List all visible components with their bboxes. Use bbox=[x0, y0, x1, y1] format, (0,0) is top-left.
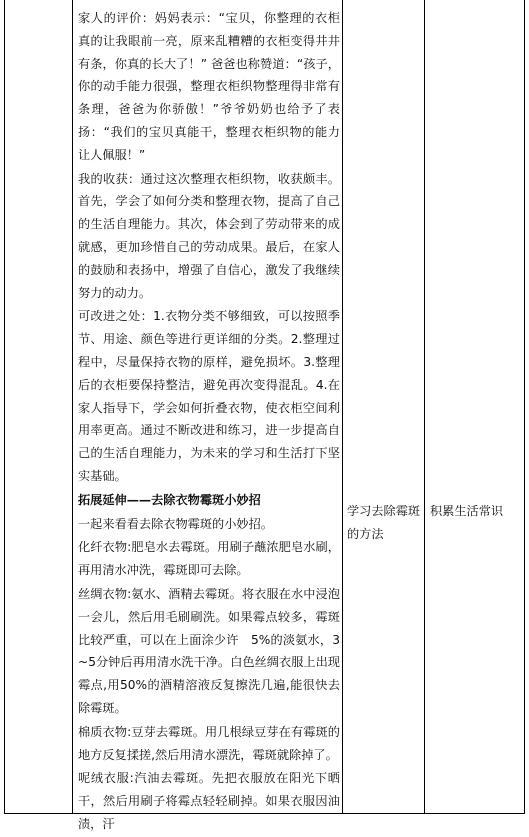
table-border-left bbox=[4, 0, 5, 814]
family-evaluation-paragraph: 家人的评价：妈妈表示：“宝贝，你整理的衣柜真的让我眼前一亮，原来乱糟糟的衣柜变得井井有条，你真的长大了！” 爸爸也称赞道：“孩子，你的动手能力很强，整理衣柜织物整理得非常有条理，爸爸为你骄傲！”爷爷奶奶也给予了表扬：“我们的宝贝真能干，整理衣柜织物的能力让人佩服！” bbox=[78, 11, 340, 162]
extension-heading: 拓展延伸——去除衣物霉斑小妙招 bbox=[78, 492, 261, 507]
table-divider-3 bbox=[424, 0, 425, 814]
improvements-paragraph: 可改进之处：1.衣物分类不够细致，可以按照季节、用途、颜色等进行更详细的分类。2.整理过程中，尽量保持衣物的原样，避免损坏。3.整理后的衣柜要保持整洁，避免再次变得混乱。4.在家人指导下，学会如何折叠衣物，使衣柜空间利用率更高。通过不断改进和练习，进一步提高自己的生活自理能力，为未来的学习和生活打下坚实基础。 bbox=[78, 309, 340, 483]
my-gains-paragraph: 我的收获：通过这次整理衣柜织物，收获颇丰。首先，学会了如何分类和整理衣物，提高了自己的生活自理能力。其次，体会到了劳动带来的成就感，更加珍惜自己的劳动成果。最后，在家人的鼓励和表扬中，增强了自信心，激发了我继续努力的动力。 bbox=[78, 171, 340, 300]
synthetic-fabric-paragraph: 化纤衣物:肥皂水去霉斑。用刷子蘸浓肥皂水刷，再用清水冲洗，霉斑即可去除。 bbox=[78, 540, 340, 578]
intro-paragraph: 一起来看看去除衣物霉斑的小妙招。 bbox=[78, 516, 273, 531]
activity-content-cell bbox=[78, 7, 340, 837]
table-border-right bbox=[524, 0, 525, 814]
knowledge-goal-cell: 积累生活常识 bbox=[430, 504, 504, 518]
wool-fabric-paragraph: 呢绒衣服:汽油去霉斑。先把衣服放在阳光下晒干，然后用刷子将霉点轻轻刷掉。如果衣服因油渍，汗 bbox=[78, 771, 340, 831]
table-divider-1 bbox=[72, 0, 73, 814]
cotton-fabric-paragraph: 棉质衣物:豆芽去霉斑。用几根绿豆芽在有霉斑的地方反复揉搓,然后用清水漂洗，霉斑就除掉了。 bbox=[78, 724, 340, 762]
table-divider-2 bbox=[342, 0, 343, 814]
silk-fabric-paragraph: 丝绸衣物:氨水、酒精去霉斑。将衣服在水中浸泡一会儿，然后用毛刷刷洗。如果霉点较多，霉斑比较严重，可以在上面涂少许 5%的淡氨水，3~5分钟后再用清水洗干净。白色丝绸衣服上出现霉点,用50%的酒精溶液反复擦洗几遍,能很快去除霉斑。 bbox=[78, 586, 340, 715]
learning-goal-cell: 学习去除霉斑的方法 bbox=[347, 504, 421, 541]
